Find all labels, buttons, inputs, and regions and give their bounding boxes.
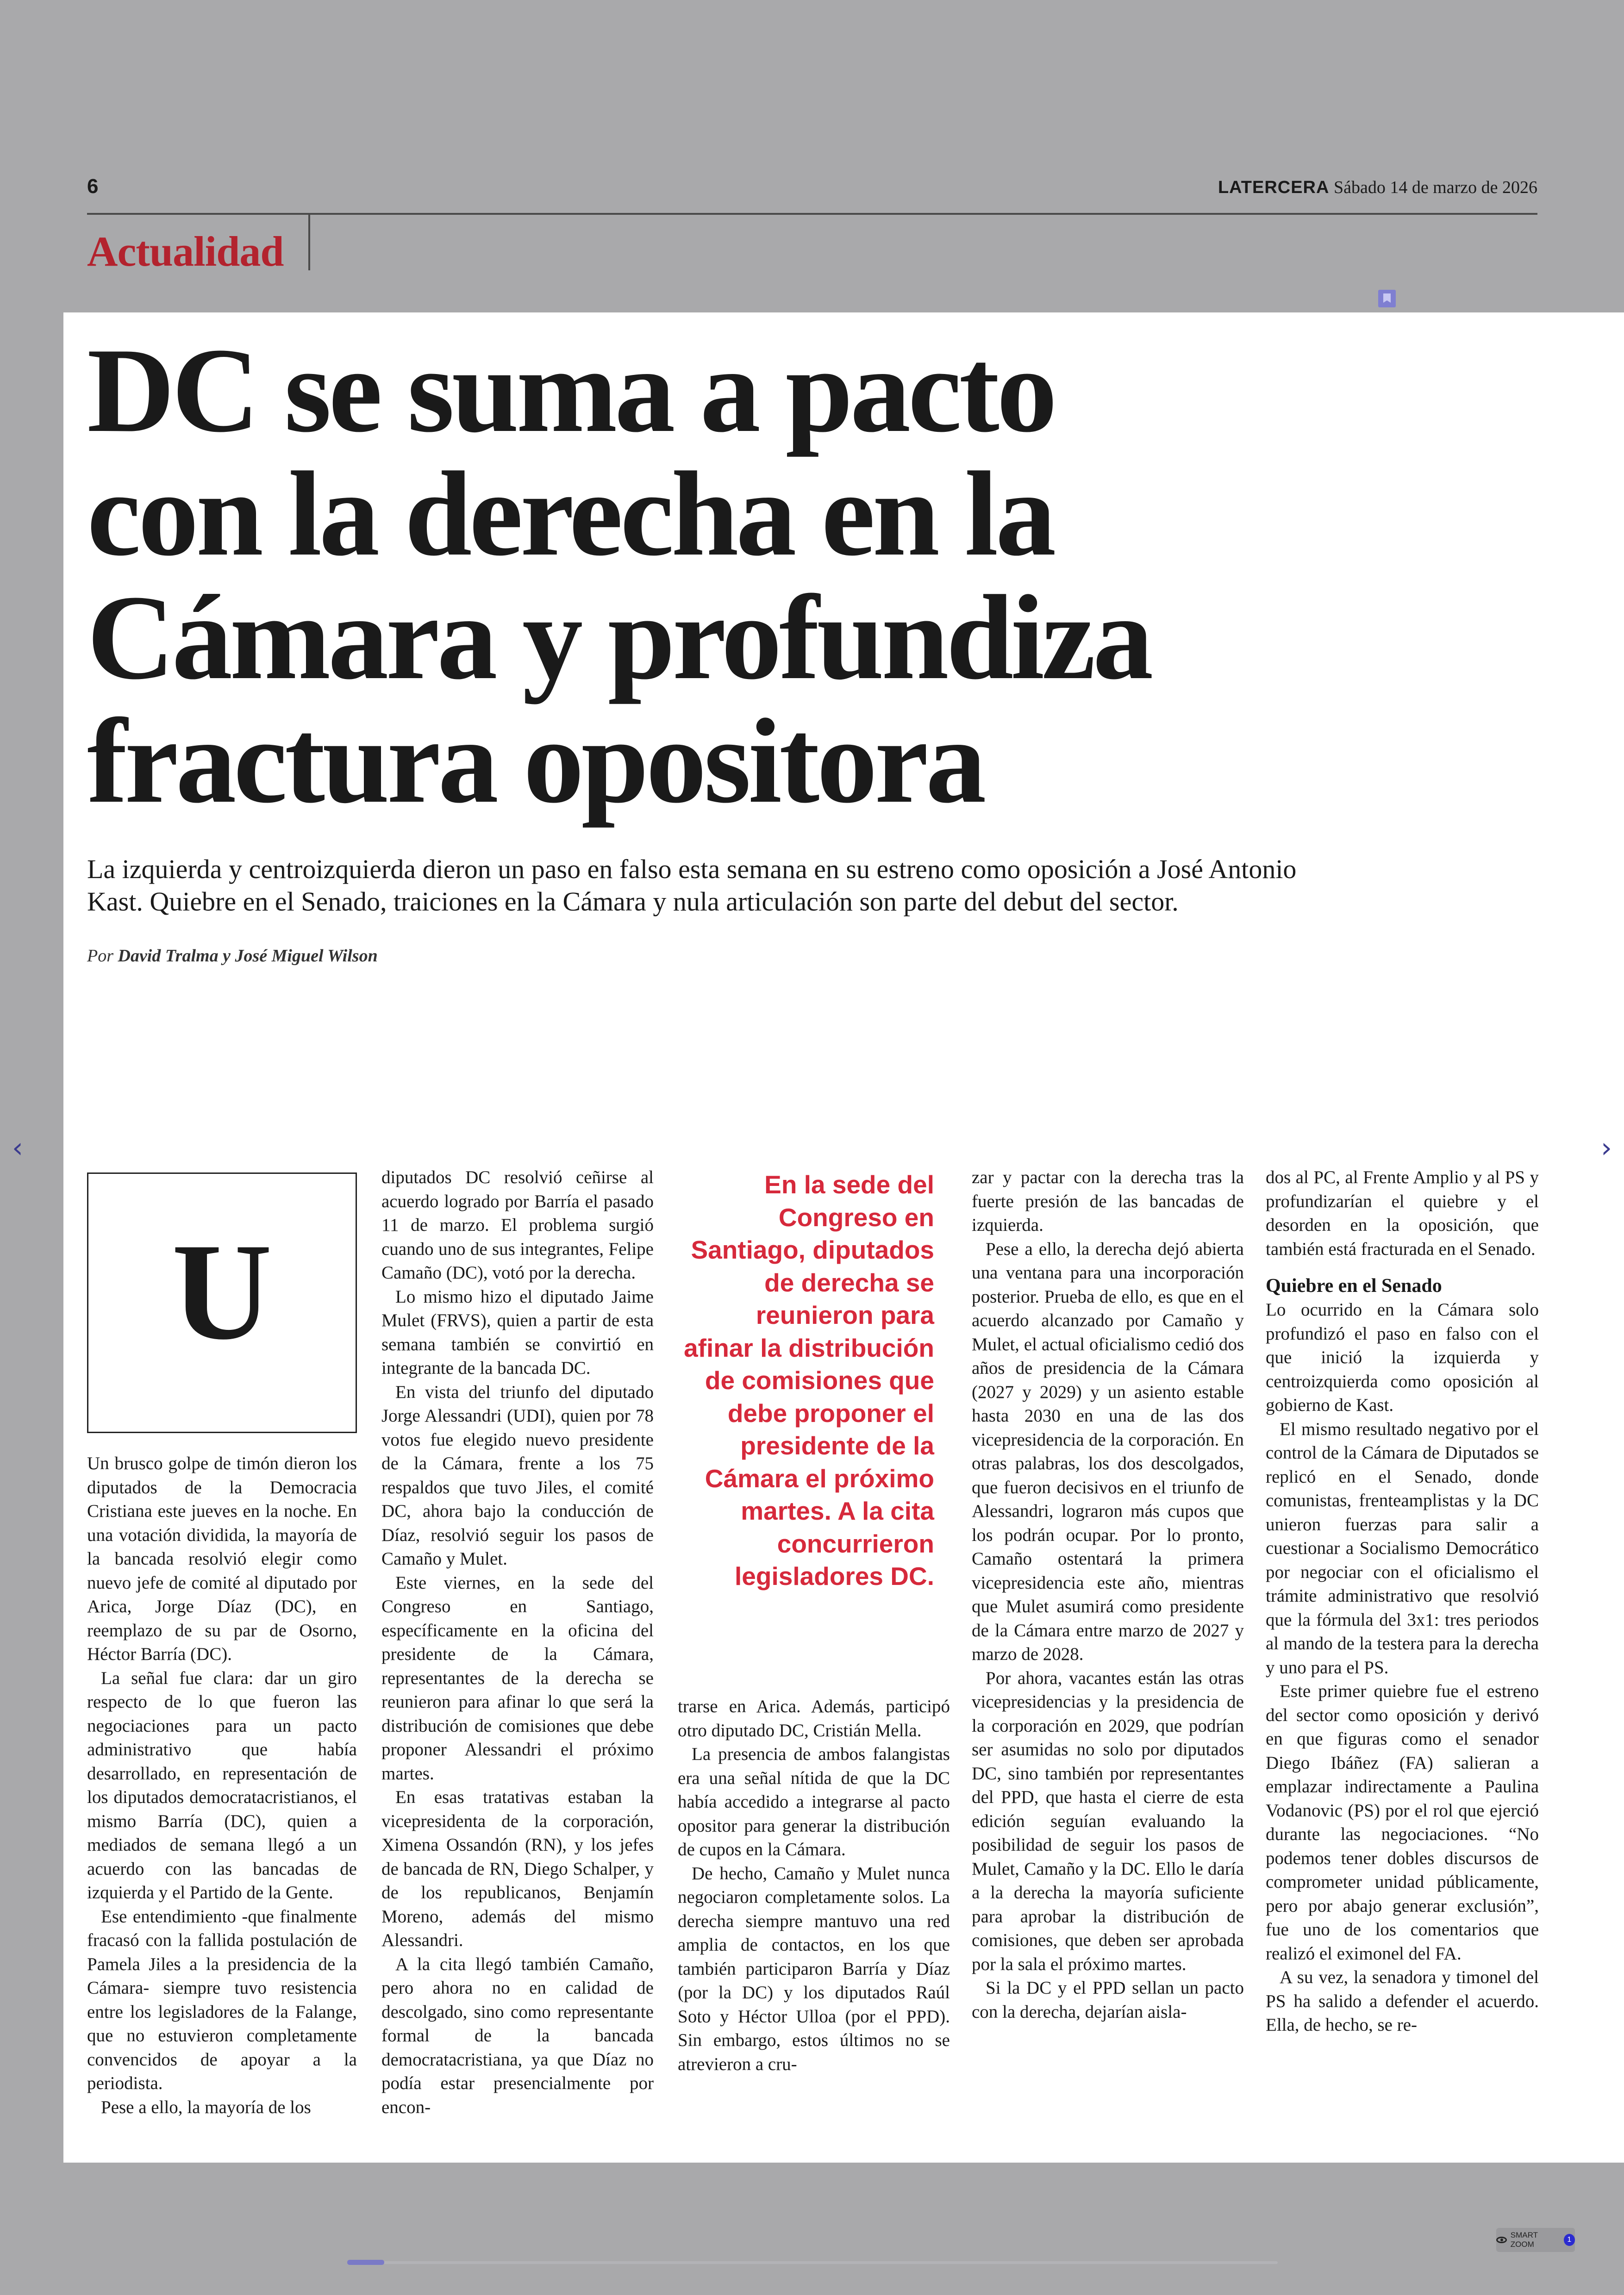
byline-prefix: Por — [87, 946, 113, 966]
paragraph: Si la DC y el PPD sellan un pacto con la derecha, dejarían aisla- — [972, 1978, 1244, 2022]
paragraph: El mismo resultado negativo por el control de la Cámara de Diputados se replicó en el Senado, donde comunistas, frenteamplistas y la DC unieron fuerzas para salir a cuestionar a Socialismo Democrático por negociar con el oficialismo el trámite administrativo que resolvió que la fórmula del 3x1: tres periodos al mando de la testera para la derecha y uno para el PS. — [1266, 1419, 1539, 1678]
headline-line: DC se suma a pacto — [87, 323, 1055, 457]
paragraph: Ese entendimiento -que finalmente fracasó con la fallida postulación de Pamela Jiles a la presidencia de la Cámara- siempre tuvo resistencia entre los legisladores de la Falange, que no estuvieron completamente convencidos de apoyar a la periodista. — [87, 1906, 357, 2093]
dropcap: U — [172, 1215, 272, 1368]
smart-zoom-button[interactable] — [1496, 2228, 1575, 2252]
paragraph: trarse en Arica. Además, participó otro diputado DC, Cristián Mella. — [678, 1696, 950, 1740]
deck-line: La izquierda y centroizquierda dieron un paso en falso esta semana en su estreno como oposición a José Antonio — [87, 854, 1297, 884]
headline-line: fractura opositora — [87, 694, 984, 828]
headline-line: con la derecha en la — [87, 447, 1054, 581]
paragraph: dos al PC, al Frente Amplio y al PS y profundizarían el quiebre y el desorden en la oposición, que también está fracturada en el Senado. — [1266, 1167, 1539, 1259]
paragraph: En vista del triunfo del diputado Jorge Alessandri (UDI), quien por 78 votos fue elegido nuevo presidente de la Cámara, frente a los 75 respaldos que tuvo Jiles, el comité DC, ahora bajo la conducción de Díaz, resolvió seguir los pasos de Camaño y Mulet. — [381, 1382, 654, 1569]
paragraph: La presencia de ambos falangistas era una señal nítida de que la DC había accedido a integrarse al pacto opositor para generar la distribución de cupos en la Cámara. — [678, 1744, 950, 1859]
paragraph: De hecho, Camaño y Mulet nunca negociaron completamente solos. La derecha siempre mantuvo una red amplia de contactos, en los que también participaron Barría y Díaz (por la DC) y los diputados Raúl Soto y Héctor Ulloa (por el PPD). Sin embargo, estos últimos no se atrevieron a cru- — [678, 1863, 950, 2074]
paragraph: Este viernes, en la sede del Congreso en Santiago, específicamente en la oficina del presidente de la Cámara, representantes de la derecha se reunieron para afinar lo que será la distribución de comisiones que debe proponer Alessandri el próximo martes. — [381, 1572, 654, 1784]
paragraph: Un brusco golpe de timón dieron los diputados de la Democracia Cristiana este jueves en la noche. En una votación dividida, la mayoría de la bancada resolvió elegir como nuevo jefe de comité al diputado por Arica, Jorge Díaz (DC), en reemplazo de su par de Osorno, Héctor Barría (DC). — [87, 1453, 357, 1664]
column-1 — [87, 1452, 357, 2119]
headline-line: Cámara y profundiza — [87, 570, 1151, 705]
paragraph: En esas tratativas estaban la vicepresidenta de la corporación, Ximena Ossandón (RN), y los jefes de bancada de RN, Diego Schalper, y de los republicanos, Benjamín Moreno, además del mismo Alessandri. — [381, 1787, 654, 1950]
paragraph: Este primer quiebre fue el estreno del sector como oposición y derivó en que figuras como el senador Diego Ibáñez (FA) salieran a emplazar indirectamente a Paulina Vodanovic (PS) por el rol que ejerció durante las negociaciones. “No podemos tener dobles discursos de comprometer unidad públicamente, pero por abajo generar exclusión”, fue uno de los comentarios que realizó el eximonel del FA. — [1266, 1681, 1539, 1964]
column-5 — [1266, 1166, 1539, 2037]
paragraph: A la cita llegó también Camaño, pero ahora no en calidad de descolgado, sino como representante formal de la bancada democratacristiana, ya que Díaz no podía estar presencialmente por encon- — [381, 1954, 654, 2117]
paragraph: Por ahora, vacantes están las otras vicepresidencias y la presidencia de la corporación en 2029, que podrían ser asumidas no solo por diputados DC, sino también por representantes del PPD, que hasta el cierre de esta edición seguían evaluando la posibilidad de seguir los pasos de Mulet, Camaño y la DC. Ello le daría a la derecha la mayoría suficiente para aprobar la distribución de comisiones, que deben ser aprobada por la sala el próximo martes. — [972, 1668, 1244, 1974]
masthead-brand: LATERCERA — [1218, 178, 1330, 197]
section-divider — [308, 215, 310, 270]
smart-zoom-badge: 1 — [1564, 2234, 1575, 2246]
header-rule — [87, 213, 1537, 215]
paragraph: diputados DC resolvió ceñirse al acuerdo logrado por Barría el pasado 11 de marzo. El problema surgió cuando uno de sus integrantes, Felipe Camaño (DC), votó por la derecha. — [381, 1167, 654, 1283]
page-number: 6 — [87, 175, 99, 198]
subheading: Quiebre en el Senado — [1266, 1275, 1442, 1297]
paragraph: Lo mismo hizo el diputado Jaime Mulet (FRVS), quien a partir de esta semana también se convirtió en integrante de la bancada DC. — [381, 1286, 654, 1378]
column-2 — [381, 1166, 654, 2119]
reading-progress-fill[interactable] — [347, 2260, 384, 2265]
masthead — [1218, 177, 1537, 198]
deck-line: Kast. Quiebre en el Senado, traiciones en la Cámara y nula articulación son parte del debut del sector. — [87, 886, 1179, 917]
bookmark-icon[interactable] — [1378, 290, 1396, 307]
column-3 — [678, 1695, 950, 2076]
article-deck — [87, 853, 1453, 918]
section-label: Actualidad — [87, 228, 284, 275]
byline-authors: David Tralma y José Miguel Wilson — [118, 946, 378, 966]
paragraph: zar y pactar con la derecha tras la fuerte presión de las bancadas de izquierda. — [972, 1167, 1244, 1235]
byline — [87, 946, 378, 966]
column-4 — [972, 1166, 1244, 2024]
paragraph: Pese a ello, la mayoría de los — [101, 2097, 311, 2117]
pull-quote: En la sede del Congreso en Santiago, diputados de derecha se reunieron para afinar la distribución de comisiones que debe proponer el presidente de la Cámara el próximo martes. A la cita concurrieron legisladores DC. — [684, 1170, 934, 1590]
smart-zoom-label: SMART ZOOM — [1510, 2231, 1538, 2249]
masthead-date: Sábado 14 de marzo de 2026 — [1333, 178, 1537, 197]
paragraph: Lo ocurrido en la Cámara solo profundizó el paso en falso con el que inició la izquierda y centroizquierda como oposición al gobierno de Kast. — [1266, 1300, 1539, 1415]
eye-icon — [1496, 2237, 1507, 2243]
headline — [87, 323, 1430, 828]
paragraph: Pese a ello, la derecha dejó abierta una ventana para una incorporación posterior. Prueba de ello, es que en el acuerdo alcanzado por Camaño y Mulet, el actual oficialismo cedió dos años de presidencia de la Cámara (2027 y 2029) y un asiento estable hasta 2030 en una de las dos vicepresidencia de la corporación. En otras palabras, los dos descolgados, que fueron decisivos en el triunfo de Alessandri, lograron más cupos que los podrán ocupar. Por lo pronto, Camaño ostentará la primera vicepresidencia este año, mientras que Mulet asumirá como presidente de la Cámara entre marzo de 2027 y marzo de 2028. — [972, 1239, 1244, 1664]
previous-page-arrow-icon[interactable]: ‹ — [12, 1132, 23, 1164]
reading-progress-track[interactable] — [347, 2261, 1278, 2264]
paragraph: A su vez, la senadora y timonel del PS ha salido a defender el acuerdo. Ella, de hecho, se re- — [1266, 1967, 1539, 2035]
next-page-arrow-icon[interactable]: › — [1601, 1132, 1612, 1164]
paragraph: La señal fue clara: dar un giro respecto de lo que fueron las negociaciones para un pacto administrativo que había desarrollado, en representación de los diputados democratacristianos, el mismo Barría (DC), quien a mediados de semana llegó a un acuerdo con las bancadas de izquierda y el Partido de la Gente. — [87, 1668, 357, 1902]
